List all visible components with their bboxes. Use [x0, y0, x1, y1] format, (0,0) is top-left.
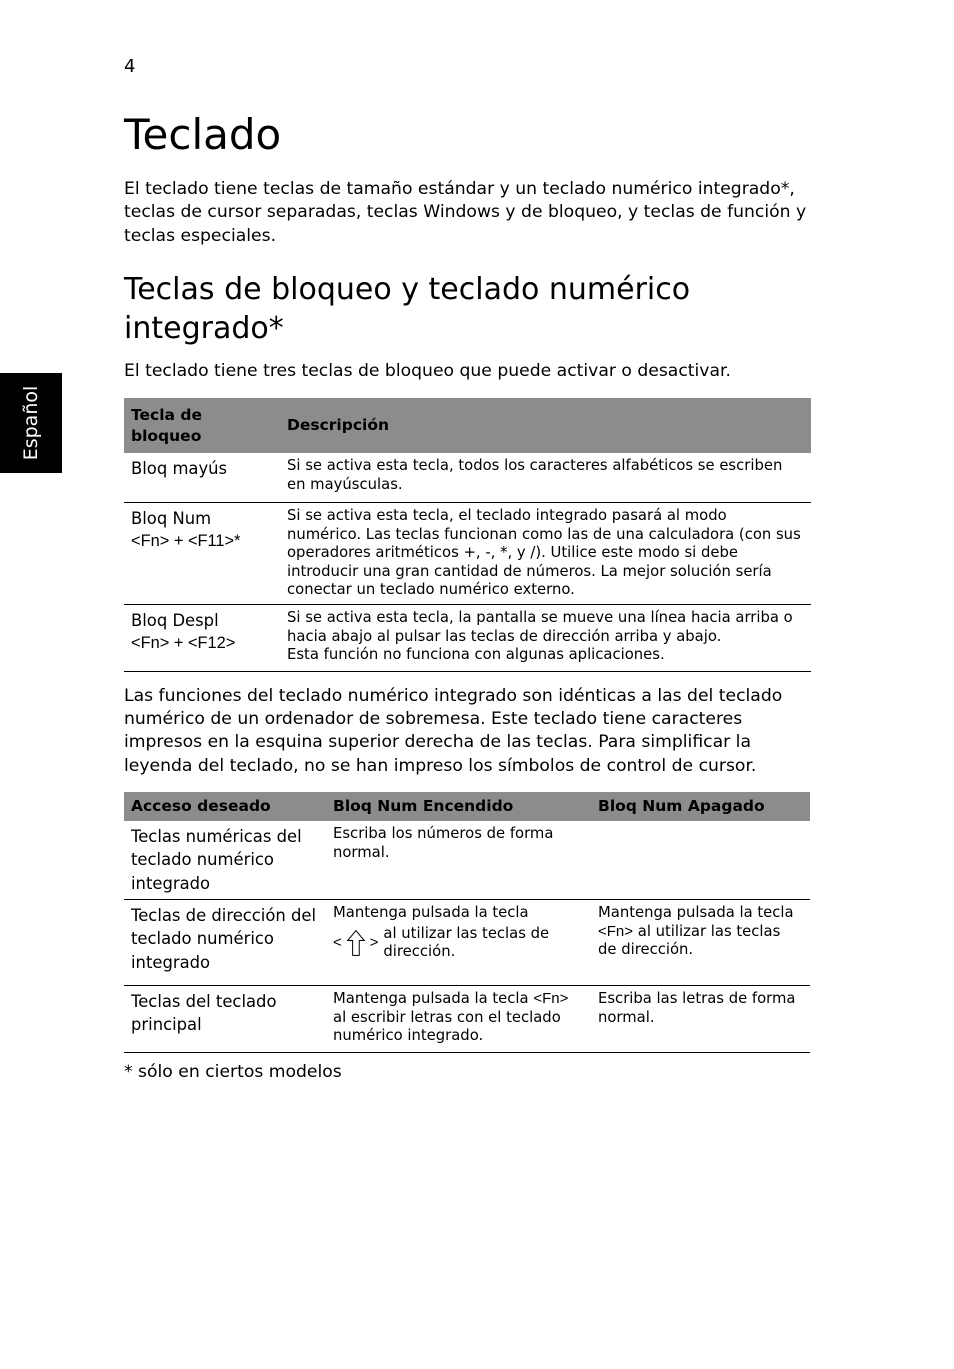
header-numlock-on: Bloq Num Encendido	[326, 792, 591, 821]
numpad-access-table	[124, 792, 810, 1053]
intro-paragraph: El teclado tiene teclas de tamaño estándar y un teclado numérico integrado*, teclas de cursor separadas, teclas Windows y de bloqueo, y teclas de función y teclas especiales.	[124, 179, 807, 246]
numlock-on-prefix: Mantenga pulsada la tecla	[333, 990, 529, 1007]
section-title: Teclas de bloqueo y teclado numérico integrado*	[124, 272, 691, 346]
lock-keys-table	[124, 398, 811, 672]
numlock-off-cell	[591, 900, 810, 986]
table-header-row	[124, 792, 810, 821]
lock-desc-line: Esta función no funciona con algunas aplicaciones.	[287, 646, 665, 663]
header-lock-key: Tecla de bloqueo	[124, 398, 280, 453]
numlock-on-text-rest: al utilizar las teclas de dirección.	[383, 924, 550, 960]
page-title: Teclado	[124, 110, 282, 159]
key-combination: <Fn> + <F11>*	[131, 532, 241, 551]
gt-bracket: >	[369, 933, 379, 951]
page-number: 4	[124, 56, 136, 77]
lock-desc-cell: Si se activa esta tecla, todos los caracteres alfabéticos se escriben en mayúsculas.	[280, 453, 811, 503]
table-row	[124, 503, 811, 605]
lock-key-name: Bloq Despl	[131, 611, 219, 630]
table-row	[124, 453, 811, 503]
numlock-on-cell	[326, 900, 591, 986]
footnote: * sólo en ciertos modelos	[124, 1062, 342, 1082]
header-access: Acceso deseado	[124, 792, 326, 821]
numlock-on-text: Mantenga pulsada la tecla	[333, 904, 529, 921]
section-intro: El teclado tiene tres teclas de bloqueo que puede activar o desactivar.	[124, 361, 731, 381]
numlock-on-cell: Escriba los números de forma normal.	[326, 821, 591, 900]
language-tab	[0, 373, 62, 473]
header-description: Descripción	[280, 398, 811, 453]
table-row	[124, 605, 811, 672]
access-cell: Teclas de dirección del teclado numérico integrado	[124, 900, 326, 986]
table-header-row	[124, 398, 811, 453]
numlock-off-cell	[591, 821, 810, 900]
lock-key-cell	[124, 605, 280, 672]
lock-key-name: Bloq mayús	[131, 459, 228, 478]
lock-desc-line: Si se activa esta tecla, la pantalla se mueve una línea hacia arriba o hacia abajo al pulsar las teclas de dirección arriba y abajo.	[287, 609, 793, 645]
header-numlock-off: Bloq Num Apagado	[591, 792, 810, 821]
numlock-off-cell: Escriba las letras de forma normal.	[591, 986, 810, 1053]
key-combination: <Fn> + <F12>	[131, 634, 236, 653]
shift-key-icon	[346, 926, 366, 960]
lock-desc-cell	[280, 605, 811, 672]
lock-key-cell	[124, 503, 280, 605]
fn-key-label: <Fn>	[533, 990, 569, 1007]
language-tab-label: Español	[20, 385, 42, 461]
numlock-off-prefix: Mantenga pulsada la tecla	[598, 904, 794, 921]
shift-key-line	[333, 925, 584, 962]
numlock-on-cell	[326, 986, 591, 1053]
numpad-paragraph: Las funciones del teclado numérico integrado son idénticas a las del teclado numérico de un ordenador de sobremesa. Este teclado tiene caracteres impresos en la esquina superior derecha de las teclas. Para simplificar la leyenda del teclado, no se han impreso los símbolos de control de cursor.	[124, 686, 783, 776]
table-row	[124, 821, 810, 900]
numlock-off-text: al utilizar las teclas de dirección.	[598, 922, 781, 958]
access-cell: Teclas del teclado principal	[124, 986, 326, 1053]
lock-desc-cell: Si se activa esta tecla, el teclado integrado pasará al modo numérico. Las teclas funcionan como las de una calculadora (con sus operadores aritméticos +, -, *, y /). Utilice este modo si debe introducir una gran cantidad de números. La mejor solución sería conectar un teclado numérico externo.	[280, 503, 811, 605]
table-row	[124, 986, 810, 1053]
lock-key-cell	[124, 453, 280, 503]
table-row	[124, 900, 810, 986]
access-cell: Teclas numéricas del teclado numérico integrado	[124, 821, 326, 900]
numlock-on-text: al escribir letras con el teclado numérico integrado.	[333, 1008, 561, 1044]
lt-bracket: <	[333, 933, 342, 951]
lock-key-name: Bloq Num	[131, 509, 212, 528]
fn-key-label: <Fn>	[598, 922, 634, 940]
